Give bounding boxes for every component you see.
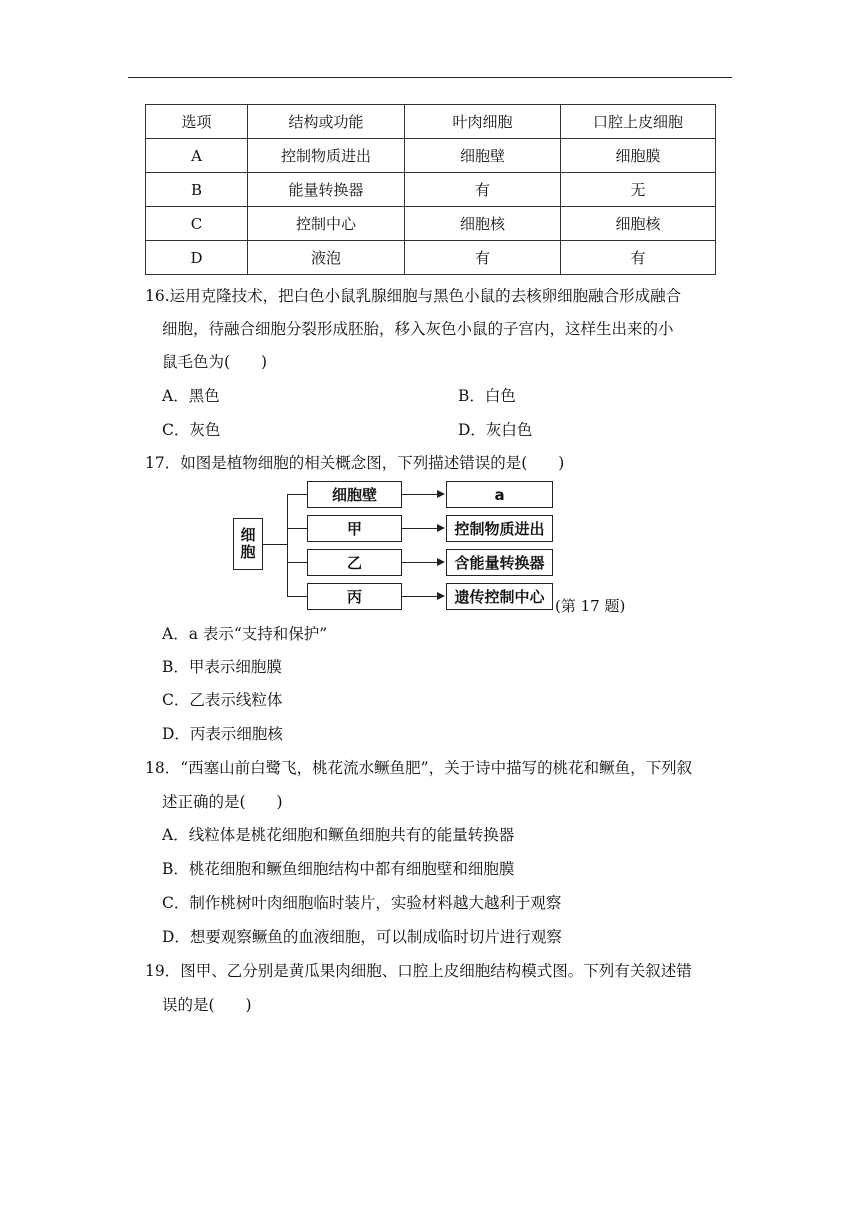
connector-branch [287,528,307,529]
table-header-row [146,105,716,139]
table-header-cell: 选项 [146,105,248,139]
figure-caption: (第 17 题) [555,597,626,615]
connector-branch [287,562,307,563]
concept-cell-wall: 细胞壁 [307,481,402,508]
connector-spine [287,494,288,596]
q18-option-c: C．制作桃树叶肉细胞临时装片，实验材料越大越利于观察 [162,894,562,912]
table-row [146,139,716,173]
table-cell: 有 [405,173,561,207]
concept-root-cell [233,518,263,570]
q16-option-d: D．灰白色 [458,421,533,439]
table-cell: B [146,173,248,207]
q16-option-a: A．黑色 [162,387,220,405]
connector-branch [287,494,307,495]
arrow-line [402,596,438,597]
table-cell: 控制物质进出 [248,139,405,173]
arrow-head [437,524,445,532]
table-cell: C [146,207,248,241]
table-cell: 细胞核 [561,207,716,241]
q16-stem-line-1: 16.运用克隆技术，把白色小鼠乳腺细胞与黑色小鼠的去核卵细胞融合形成融合 [145,287,682,305]
q19-stem-line-2: 误的是( ) [162,996,252,1014]
q17-option-c: C．乙表示线粒体 [162,691,283,709]
arrow-head [437,592,445,600]
q17-option-d: D．丙表示细胞核 [162,725,283,743]
table-cell: 控制中心 [248,207,405,241]
table-cell: 细胞膜 [561,139,716,173]
arrow-line [402,528,438,529]
options-table [145,104,716,275]
q18-option-a: A．线粒体是桃花细胞和鳜鱼细胞共有的能量转换器 [162,826,515,844]
table-row [146,207,716,241]
table-cell: 能量转换器 [248,173,405,207]
q16-stem-line-2: 细胞，待融合细胞分裂形成胚胎，移入灰色小鼠的子宫内，这样生出来的小 [162,320,674,338]
arrow-head [437,490,445,498]
concept-root-char-2: 胞 [240,543,256,561]
table-cell: 无 [561,173,716,207]
q17-stem: 17．如图是植物细胞的相关概念图，下列描述错误的是( ) [145,454,565,472]
table-cell: A [146,139,248,173]
table-header-cell: 结构或功能 [248,105,405,139]
q18-stem-line-1: 18．“西塞山前白鹭飞，桃花流水鳜鱼肥”，关于诗中描写的桃花和鳜鱼，下列叙 [145,759,693,777]
arrow-line [402,562,438,563]
connector-root [263,544,287,545]
table-row [146,173,716,207]
concept-yi: 乙 [307,549,402,576]
table-cell: 有 [561,241,716,275]
table-cell: 细胞壁 [405,139,561,173]
arrow-head [437,558,445,566]
concept-energy-converter: 含能量转换器 [446,549,553,576]
concept-control-exchange: 控制物质进出 [446,515,553,542]
table-cell: D [146,241,248,275]
table-cell: 有 [405,241,561,275]
q18-option-d: D．想要观察鳜鱼的血液细胞，可以制成临时切片进行观察 [162,928,562,946]
header-rule [128,77,732,78]
arrow-line [402,494,438,495]
q18-stem-line-2: 述正确的是( ) [162,793,283,811]
q19-stem-line-1: 19．图甲、乙分别是黄瓜果肉细胞、口腔上皮细胞结构模式图。下列有关叙述错 [145,962,692,980]
table-row [146,241,716,275]
q16-stem-line-3: 鼠毛色为( ) [162,353,268,371]
q17-option-b: B．甲表示细胞膜 [162,658,282,676]
cell-concept-map [230,478,650,615]
q16-option-b: B．白色 [458,387,516,405]
table-cell: 液泡 [248,241,405,275]
q17-option-a: A．a 表示“支持和保护” [162,625,328,643]
table-header-cell: 口腔上皮细胞 [561,105,716,139]
concept-genetic-control: 遗传控制中心 [446,583,553,610]
concept-jia: 甲 [307,515,402,542]
q18-option-b: B．桃花细胞和鳜鱼细胞结构中都有细胞壁和细胞膜 [162,860,515,878]
table-header-cell: 叶肉细胞 [405,105,561,139]
q16-option-c: C．灰色 [162,421,221,439]
connector-branch [287,596,307,597]
table-cell: 细胞核 [405,207,561,241]
concept-bing: 丙 [307,583,402,610]
concept-root-char-1: 细 [240,525,256,544]
concept-a: a [446,481,553,508]
